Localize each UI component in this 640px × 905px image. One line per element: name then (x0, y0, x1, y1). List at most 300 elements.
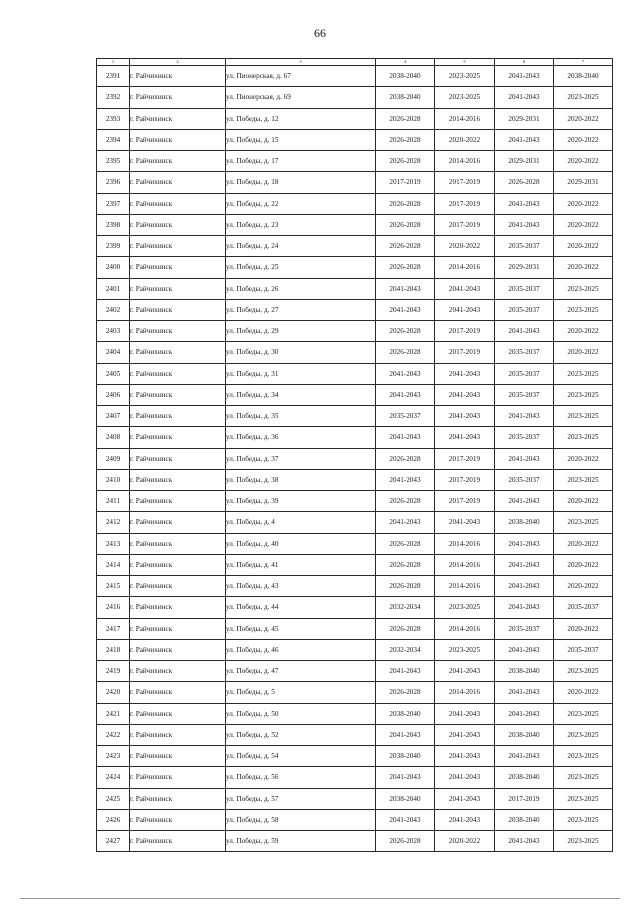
period-cell: 2026-2028 (495, 172, 554, 193)
table-row (97, 746, 613, 767)
period-cell: 2035-2037 (554, 597, 613, 618)
period-cell: 2041-2043 (495, 639, 554, 660)
row-number: 2407 (97, 406, 130, 427)
period-cell: 2041-2043 (435, 724, 495, 745)
row-number: 2418 (97, 639, 130, 660)
row-number: 2395 (97, 151, 130, 172)
period-cell: 2026-2028 (376, 257, 435, 278)
city-cell: г. Райчихинск (130, 363, 226, 384)
period-cell: 2041-2043 (495, 597, 554, 618)
period-cell: 2023-2025 (554, 512, 613, 533)
period-cell: 2017-2019 (435, 491, 495, 512)
table-row (97, 512, 613, 533)
address-cell: ул. Победы, д. 34 (226, 384, 376, 405)
city-cell: г. Райчихинск (130, 257, 226, 278)
table-row (97, 129, 613, 150)
period-cell: 2026-2028 (376, 321, 435, 342)
table-row (97, 469, 613, 490)
address-cell: ул. Пионерская, д. 67 (226, 66, 376, 87)
period-cell: 2020-2022 (554, 342, 613, 363)
address-cell: ул. Победы, д. 36 (226, 427, 376, 448)
address-cell: ул. Победы, д. 52 (226, 724, 376, 745)
period-cell: 2023-2025 (554, 406, 613, 427)
table-row (97, 767, 613, 788)
address-cell: ул. Победы, д. 59 (226, 831, 376, 852)
period-cell: 2041-2043 (495, 831, 554, 852)
period-cell: 2014-2016 (435, 576, 495, 597)
period-cell: 2026-2028 (376, 193, 435, 214)
period-cell: 2020-2022 (554, 108, 613, 129)
address-cell: ул. Победы, д. 41 (226, 554, 376, 575)
address-cell: ул. Победы, д. 30 (226, 342, 376, 363)
period-cell: 2023-2025 (435, 66, 495, 87)
table-row (97, 576, 613, 597)
city-cell: г. Райчихинск (130, 597, 226, 618)
period-cell: 2023-2025 (554, 363, 613, 384)
period-cell: 2038-2040 (495, 724, 554, 745)
period-cell: 2020-2022 (554, 533, 613, 554)
row-number: 2421 (97, 703, 130, 724)
city-cell: г. Райчихинск (130, 342, 226, 363)
column-number: 3 (226, 59, 376, 66)
city-cell: г. Райчихинск (130, 661, 226, 682)
period-cell: 2038-2040 (495, 767, 554, 788)
period-cell: 2041-2043 (435, 384, 495, 405)
period-cell: 2032-2034 (376, 639, 435, 660)
period-cell: 2020-2022 (554, 321, 613, 342)
period-cell: 2020-2022 (554, 214, 613, 235)
period-cell: 2032-2034 (376, 597, 435, 618)
table-row (97, 342, 613, 363)
period-cell: 2023-2025 (435, 639, 495, 660)
row-number: 2399 (97, 236, 130, 257)
row-number: 2427 (97, 831, 130, 852)
period-cell: 2035-2037 (495, 299, 554, 320)
period-cell: 2017-2019 (435, 172, 495, 193)
row-number: 2403 (97, 321, 130, 342)
table-row (97, 448, 613, 469)
row-number: 2404 (97, 342, 130, 363)
row-number: 2397 (97, 193, 130, 214)
period-cell: 2017-2019 (435, 469, 495, 490)
table-row (97, 809, 613, 830)
period-cell: 2026-2028 (376, 342, 435, 363)
city-cell: г. Райчихинск (130, 703, 226, 724)
period-cell: 2017-2019 (435, 342, 495, 363)
table-row (97, 661, 613, 682)
city-cell: г. Райчихинск (130, 809, 226, 830)
city-cell: г. Райчихинск (130, 618, 226, 639)
period-cell: 2026-2028 (376, 831, 435, 852)
address-cell: ул. Победы, д. 43 (226, 576, 376, 597)
period-cell: 2029-2031 (495, 108, 554, 129)
period-cell: 2041-2043 (435, 278, 495, 299)
address-cell: ул. Победы, д. 40 (226, 533, 376, 554)
period-cell: 2023-2025 (554, 87, 613, 108)
table-row (97, 151, 613, 172)
period-cell: 2038-2040 (376, 703, 435, 724)
period-cell: 2014-2016 (435, 682, 495, 703)
city-cell: г. Райчихинск (130, 193, 226, 214)
period-cell: 2041-2043 (435, 299, 495, 320)
period-cell: 2035-2037 (495, 384, 554, 405)
address-cell: ул. Победы, д. 35 (226, 406, 376, 427)
bottom-rule (20, 898, 620, 899)
period-cell: 2026-2028 (376, 448, 435, 469)
period-cell: 2023-2025 (554, 661, 613, 682)
city-cell: г. Райчихинск (130, 321, 226, 342)
period-cell: 2014-2016 (435, 108, 495, 129)
city-cell: г. Райчихинск (130, 491, 226, 512)
row-number: 2415 (97, 576, 130, 597)
city-cell: г. Райчихинск (130, 172, 226, 193)
row-number: 2414 (97, 554, 130, 575)
period-cell: 2014-2016 (435, 257, 495, 278)
city-cell: г. Райчихинск (130, 66, 226, 87)
period-cell: 2041-2043 (435, 661, 495, 682)
period-cell: 2035-2037 (495, 618, 554, 639)
period-cell: 2017-2019 (495, 788, 554, 809)
register-table (96, 58, 613, 852)
city-cell: г. Райчихинск (130, 746, 226, 767)
period-cell: 2035-2037 (495, 427, 554, 448)
table-row (97, 321, 613, 342)
period-cell: 2041-2043 (495, 129, 554, 150)
period-cell: 2023-2025 (435, 87, 495, 108)
table-row (97, 214, 613, 235)
city-cell: г. Райчихинск (130, 87, 226, 108)
row-number: 2416 (97, 597, 130, 618)
period-cell: 2041-2043 (435, 746, 495, 767)
period-cell: 2014-2016 (435, 151, 495, 172)
period-cell: 2038-2040 (376, 746, 435, 767)
address-cell: ул. Победы, д. 4 (226, 512, 376, 533)
table-row (97, 639, 613, 660)
period-cell: 2041-2043 (435, 809, 495, 830)
period-cell: 2020-2022 (554, 576, 613, 597)
city-cell: г. Райчихинск (130, 427, 226, 448)
page-number: 66 (314, 26, 326, 40)
table-row (97, 682, 613, 703)
row-number: 2419 (97, 661, 130, 682)
table-row (97, 87, 613, 108)
row-number: 2405 (97, 363, 130, 384)
period-cell: 2041-2043 (376, 724, 435, 745)
period-cell: 2026-2028 (376, 129, 435, 150)
period-cell: 2023-2025 (554, 809, 613, 830)
table-row (97, 427, 613, 448)
city-cell: г. Райчихинск (130, 214, 226, 235)
period-cell: 2026-2028 (376, 108, 435, 129)
period-cell: 2038-2040 (376, 788, 435, 809)
city-cell: г. Райчихинск (130, 469, 226, 490)
column-number: 6 (495, 59, 554, 66)
table-row (97, 597, 613, 618)
period-cell: 2035-2037 (376, 406, 435, 427)
period-cell: 2038-2040 (495, 512, 554, 533)
period-cell: 2014-2016 (435, 618, 495, 639)
period-cell: 2026-2028 (376, 151, 435, 172)
period-cell: 2020-2022 (435, 236, 495, 257)
address-cell: ул. Победы, д. 37 (226, 448, 376, 469)
table-row (97, 788, 613, 809)
period-cell: 2041-2043 (376, 427, 435, 448)
city-cell: г. Райчихинск (130, 512, 226, 533)
period-cell: 2023-2025 (554, 746, 613, 767)
address-cell: ул. Победы, д. 22 (226, 193, 376, 214)
period-cell: 2020-2022 (554, 193, 613, 214)
period-cell: 2035-2037 (495, 342, 554, 363)
period-cell: 2041-2043 (376, 469, 435, 490)
city-cell: г. Райчихинск (130, 554, 226, 575)
table-row (97, 554, 613, 575)
period-cell: 2038-2040 (495, 661, 554, 682)
table-row (97, 618, 613, 639)
period-cell: 2041-2043 (376, 512, 435, 533)
period-cell: 2041-2043 (495, 193, 554, 214)
period-cell: 2023-2025 (554, 724, 613, 745)
row-number: 2417 (97, 618, 130, 639)
period-cell: 2026-2028 (376, 236, 435, 257)
row-number: 2392 (97, 87, 130, 108)
address-cell: ул. Победы, д. 57 (226, 788, 376, 809)
address-cell: ул. Победы, д. 23 (226, 214, 376, 235)
period-cell: 2014-2016 (435, 533, 495, 554)
period-cell: 2041-2043 (376, 809, 435, 830)
row-number: 2423 (97, 746, 130, 767)
row-number: 2393 (97, 108, 130, 129)
period-cell: 2020-2022 (554, 257, 613, 278)
city-cell: г. Райчихинск (130, 533, 226, 554)
row-number: 2401 (97, 278, 130, 299)
table-row (97, 278, 613, 299)
period-cell: 2023-2025 (554, 469, 613, 490)
period-cell: 2041-2043 (376, 278, 435, 299)
column-number: 7 (554, 59, 613, 66)
period-cell: 2029-2031 (495, 257, 554, 278)
address-cell: ул. Победы, д. 17 (226, 151, 376, 172)
table-row (97, 384, 613, 405)
column-number-row (97, 59, 613, 66)
address-cell: ул. Победы, д. 50 (226, 703, 376, 724)
table-row (97, 406, 613, 427)
period-cell: 2026-2028 (376, 576, 435, 597)
period-cell: 2020-2022 (554, 448, 613, 469)
address-cell: ул. Победы, д. 5 (226, 682, 376, 703)
period-cell: 2035-2037 (495, 236, 554, 257)
address-cell: ул. Пионерская, д. 69 (226, 87, 376, 108)
address-cell: ул. Победы, д. 56 (226, 767, 376, 788)
address-cell: ул. Победы, д. 15 (226, 129, 376, 150)
row-number: 2406 (97, 384, 130, 405)
period-cell: 2041-2043 (495, 491, 554, 512)
period-cell: 2023-2025 (554, 788, 613, 809)
row-number: 2424 (97, 767, 130, 788)
period-cell: 2041-2043 (495, 214, 554, 235)
period-cell: 2023-2025 (435, 597, 495, 618)
period-cell: 2041-2043 (376, 363, 435, 384)
row-number: 2409 (97, 448, 130, 469)
period-cell: 2029-2031 (495, 151, 554, 172)
row-number: 2426 (97, 809, 130, 830)
period-cell: 2041-2043 (376, 767, 435, 788)
address-cell: ул. Победы, д. 44 (226, 597, 376, 618)
period-cell: 2041-2043 (435, 788, 495, 809)
city-cell: г. Райчихинск (130, 406, 226, 427)
city-cell: г. Райчихинск (130, 151, 226, 172)
period-cell: 2020-2022 (554, 554, 613, 575)
address-cell: ул. Победы, д. 27 (226, 299, 376, 320)
row-number: 2412 (97, 512, 130, 533)
city-cell: г. Райчихинск (130, 767, 226, 788)
row-number: 2411 (97, 491, 130, 512)
period-cell: 2017-2019 (435, 321, 495, 342)
city-cell: г. Райчихинск (130, 576, 226, 597)
city-cell: г. Райчихинск (130, 278, 226, 299)
period-cell: 2041-2043 (376, 661, 435, 682)
period-cell: 2041-2043 (495, 746, 554, 767)
period-cell: 2041-2043 (495, 66, 554, 87)
period-cell: 2020-2022 (554, 682, 613, 703)
period-cell: 2020-2022 (554, 151, 613, 172)
period-cell: 2041-2043 (495, 321, 554, 342)
period-cell: 2026-2028 (376, 533, 435, 554)
column-number: 1 (97, 59, 130, 66)
table-row (97, 831, 613, 852)
period-cell: 2020-2022 (554, 491, 613, 512)
period-cell: 2023-2025 (554, 831, 613, 852)
city-cell: г. Райчихинск (130, 682, 226, 703)
period-cell: 2041-2043 (495, 576, 554, 597)
row-number: 2402 (97, 299, 130, 320)
period-cell: 2017-2019 (435, 448, 495, 469)
period-cell: 2023-2025 (554, 384, 613, 405)
period-cell: 2038-2040 (554, 66, 613, 87)
period-cell: 2041-2043 (495, 448, 554, 469)
period-cell: 2041-2043 (495, 87, 554, 108)
column-number: 2 (130, 59, 226, 66)
column-number: 4 (376, 59, 435, 66)
period-cell: 2041-2043 (376, 299, 435, 320)
row-number: 2400 (97, 257, 130, 278)
period-cell: 2041-2043 (435, 767, 495, 788)
period-cell: 2023-2025 (554, 767, 613, 788)
period-cell: 2038-2040 (376, 66, 435, 87)
address-cell: ул. Победы, д. 58 (226, 809, 376, 830)
period-cell: 2020-2022 (435, 831, 495, 852)
table-row (97, 257, 613, 278)
table-row (97, 66, 613, 87)
period-cell: 2041-2043 (435, 427, 495, 448)
period-cell: 2026-2028 (376, 618, 435, 639)
city-cell: г. Райчихинск (130, 724, 226, 745)
city-cell: г. Райчихинск (130, 299, 226, 320)
city-cell: г. Райчихинск (130, 236, 226, 257)
city-cell: г. Райчихинск (130, 129, 226, 150)
city-cell: г. Райчихинск (130, 448, 226, 469)
period-cell: 2017-2019 (435, 193, 495, 214)
period-cell: 2041-2043 (495, 533, 554, 554)
period-cell: 2017-2019 (376, 172, 435, 193)
period-cell: 2023-2025 (554, 278, 613, 299)
row-number: 2394 (97, 129, 130, 150)
address-cell: ул. Победы, д. 25 (226, 257, 376, 278)
table-row (97, 491, 613, 512)
row-number: 2398 (97, 214, 130, 235)
row-number: 2422 (97, 724, 130, 745)
table-row (97, 108, 613, 129)
period-cell: 2041-2043 (495, 703, 554, 724)
period-cell: 2026-2028 (376, 554, 435, 575)
period-cell: 2014-2016 (435, 554, 495, 575)
city-cell: г. Райчихинск (130, 384, 226, 405)
table-row (97, 299, 613, 320)
table-row (97, 533, 613, 554)
city-cell: г. Райчихинск (130, 108, 226, 129)
row-number: 2396 (97, 172, 130, 193)
table-row (97, 193, 613, 214)
period-cell: 2029-2031 (554, 172, 613, 193)
row-number: 2425 (97, 788, 130, 809)
period-cell: 2020-2022 (554, 618, 613, 639)
period-cell: 2041-2043 (495, 406, 554, 427)
address-cell: ул. Победы, д. 29 (226, 321, 376, 342)
period-cell: 2035-2037 (554, 639, 613, 660)
address-cell: ул. Победы, д. 38 (226, 469, 376, 490)
table-row (97, 363, 613, 384)
row-number: 2410 (97, 469, 130, 490)
period-cell: 2035-2037 (495, 278, 554, 299)
row-number: 2420 (97, 682, 130, 703)
address-cell: ул. Победы, д. 24 (226, 236, 376, 257)
address-cell: ул. Победы, д. 12 (226, 108, 376, 129)
city-cell: г. Райчихинск (130, 639, 226, 660)
period-cell: 2020-2022 (554, 129, 613, 150)
period-cell: 2017-2019 (435, 214, 495, 235)
period-cell: 2035-2037 (495, 469, 554, 490)
period-cell: 2038-2040 (495, 809, 554, 830)
table-row (97, 703, 613, 724)
table-body (97, 66, 613, 852)
period-cell: 2041-2043 (435, 363, 495, 384)
period-cell: 2026-2028 (376, 491, 435, 512)
address-cell: ул. Победы, д. 46 (226, 639, 376, 660)
address-cell: ул. Победы, д. 54 (226, 746, 376, 767)
column-number: 5 (435, 59, 495, 66)
period-cell: 2020-2022 (554, 236, 613, 257)
city-cell: г. Райчихинск (130, 788, 226, 809)
address-cell: ул. Победы, д. 26 (226, 278, 376, 299)
period-cell: 2023-2025 (554, 427, 613, 448)
period-cell: 2026-2028 (376, 682, 435, 703)
period-cell: 2041-2043 (376, 384, 435, 405)
period-cell: 2041-2043 (495, 682, 554, 703)
period-cell: 2020-2022 (435, 129, 495, 150)
row-number: 2408 (97, 427, 130, 448)
row-number: 2413 (97, 533, 130, 554)
address-cell: ул. Победы, д. 47 (226, 661, 376, 682)
period-cell: 2026-2028 (376, 214, 435, 235)
address-cell: ул. Победы, д. 45 (226, 618, 376, 639)
row-number: 2391 (97, 66, 130, 87)
table-row (97, 236, 613, 257)
period-cell: 2041-2043 (495, 554, 554, 575)
period-cell: 2023-2025 (554, 299, 613, 320)
city-cell: г. Райчихинск (130, 831, 226, 852)
address-cell: ул. Победы, д. 31 (226, 363, 376, 384)
period-cell: 2041-2043 (435, 703, 495, 724)
period-cell: 2038-2040 (376, 87, 435, 108)
